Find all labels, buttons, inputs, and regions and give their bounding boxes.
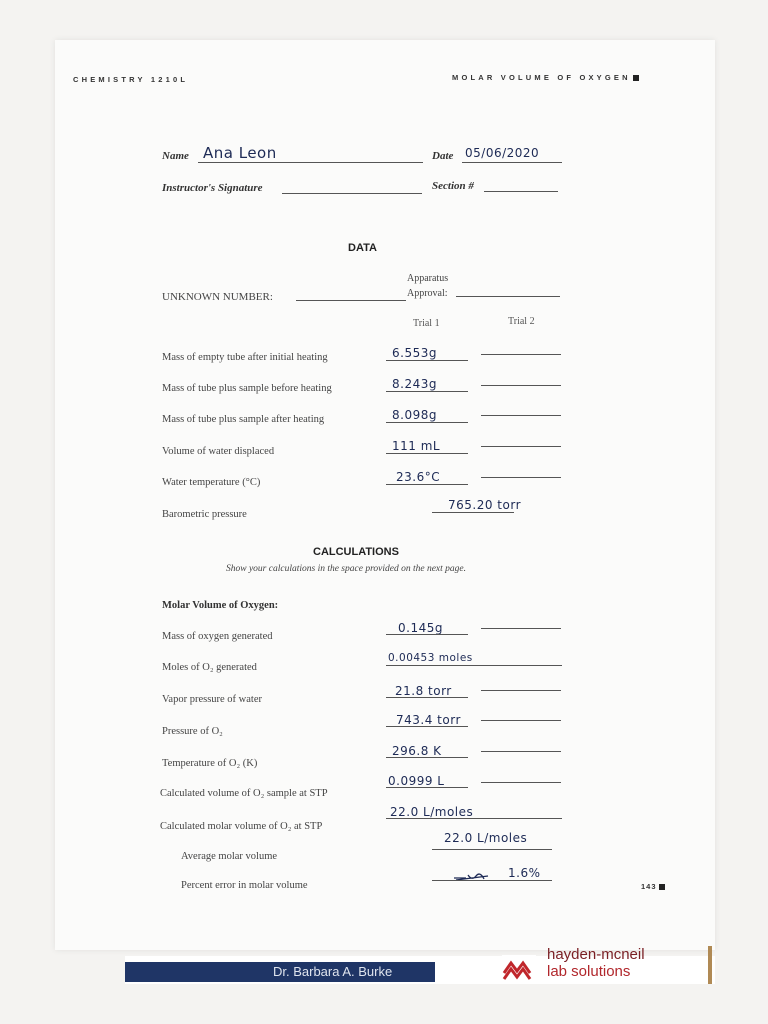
row-label: Mass of tube plus sample after heating (162, 414, 325, 425)
name-label: Name (162, 150, 189, 162)
row-label: Percent error in molar volume (181, 880, 308, 891)
calc-value[interactable]: 22.0 L/moles (390, 805, 474, 819)
row-label: Volume of water displaced (162, 446, 275, 457)
trial1-value[interactable]: 6.553g (392, 346, 437, 360)
trial2-line[interactable] (481, 354, 561, 355)
trial2-header: Trial 2 (508, 316, 535, 327)
approval-line[interactable] (456, 296, 560, 297)
signature-label: Instructor's Signature (162, 182, 263, 194)
edge-strip (708, 946, 712, 984)
row-label: Mass of empty tube after initial heating (162, 352, 328, 363)
data-title: DATA (348, 242, 377, 254)
trial2-line[interactable] (481, 751, 561, 752)
molar-volume-subtitle: Molar Volume of Oxygen: (162, 600, 279, 611)
row-label: Mass of tube plus sample before heating (162, 383, 332, 394)
scribble-mark (452, 870, 492, 880)
lab-title-text: MOLAR VOLUME OF OXYGEN (452, 73, 631, 82)
row-label: Calculated molar volume of O₂ at STP (160, 821, 323, 832)
brand-text (547, 946, 645, 980)
worksheet-page (55, 40, 715, 950)
unknown-number-line[interactable] (296, 300, 406, 301)
calc-value[interactable]: 21.8 torr (395, 684, 452, 698)
calc-line (386, 726, 468, 727)
calculations-note: Show your calculations in the space provided on the next page. (226, 564, 467, 574)
row-label: Water temperature (°C) (162, 477, 261, 488)
row-label: Calculated volume of O₂ sample at STP (160, 788, 328, 799)
name-value[interactable]: Ana Leon (203, 144, 277, 162)
calc-value[interactable]: 0.00453 moles (388, 652, 473, 664)
hayden-mcneil-logo-icon (502, 955, 536, 981)
row-label: Vapor pressure of water (162, 694, 263, 705)
row-label: Average molar volume (181, 851, 278, 862)
course-header: CHEMISTRY 1210L (73, 75, 189, 84)
calc-value[interactable]: 296.8 K (392, 744, 442, 758)
calc-line (386, 818, 562, 819)
calc-line (386, 787, 468, 788)
signature-line[interactable] (282, 193, 422, 194)
date-label: Date (432, 150, 454, 162)
trial1-line (386, 360, 468, 361)
lab-title-header (452, 73, 639, 82)
row-label: Mass of oxygen generated (162, 631, 273, 642)
calc-value[interactable]: 0.145g (398, 621, 443, 635)
trial2-line[interactable] (481, 720, 561, 721)
unknown-number-label: UNKNOWN NUMBER: (162, 291, 273, 303)
trial1-line (386, 391, 468, 392)
row-label: Pressure of O₂ (162, 726, 223, 737)
calc-line (386, 757, 468, 758)
date-line (462, 162, 562, 163)
average-molar-volume-value[interactable]: 22.0 L/moles (444, 831, 528, 845)
barometric-line (432, 512, 514, 513)
trial2-line[interactable] (481, 446, 561, 447)
calc-value[interactable]: 743.4 torr (396, 713, 461, 727)
page-number-text: 143 (641, 882, 657, 891)
trial2-line[interactable] (481, 415, 561, 416)
calc-line (386, 665, 562, 666)
apparatus-label: Apparatus (407, 273, 449, 284)
percent-error-value[interactable]: 1.6% (508, 866, 541, 880)
section-line[interactable] (484, 191, 558, 192)
barometric-value[interactable]: 765.20 torr (448, 498, 522, 512)
page-number (641, 882, 665, 891)
brand-line2: lab solutions (547, 963, 631, 980)
calculations-title: CALCULATIONS (313, 546, 399, 558)
row-label: Barometric pressure (162, 509, 247, 520)
trial2-line[interactable] (481, 690, 561, 691)
trial1-line (386, 422, 468, 423)
row-label: Moles of O₂ generated (162, 662, 257, 673)
trial2-line[interactable] (481, 782, 561, 783)
approval-label: Approval: (407, 288, 448, 299)
footer-author: Dr. Barbara A. Burke (273, 964, 393, 979)
trial1-value[interactable]: 111 mL (392, 439, 441, 453)
square-bullet-icon (633, 75, 639, 81)
trial1-line (386, 453, 468, 454)
calc-line (386, 634, 468, 635)
trial1-header: Trial 1 (413, 318, 440, 329)
trial1-value[interactable]: 8.098g (392, 408, 437, 422)
trial1-value[interactable]: 8.243g (392, 377, 437, 391)
footer-author-bar (125, 962, 435, 982)
brand-line1: hayden-mcneil (547, 946, 645, 963)
trial1-value[interactable]: 23.6°C (396, 470, 441, 484)
trial2-line[interactable] (481, 628, 561, 629)
trial2-line[interactable] (481, 385, 561, 386)
date-value[interactable]: 05/06/2020 (465, 146, 540, 160)
percent-error-line (432, 880, 552, 881)
row-label: Temperature of O₂ (K) (162, 758, 258, 769)
section-label: Section # (432, 180, 474, 192)
calc-line (386, 697, 468, 698)
trial2-line[interactable] (481, 477, 561, 478)
name-line (198, 162, 423, 163)
average-line (432, 849, 552, 850)
calc-value[interactable]: 0.0999 L (388, 774, 445, 788)
square-bullet-icon (659, 884, 665, 890)
trial1-line (386, 484, 468, 485)
